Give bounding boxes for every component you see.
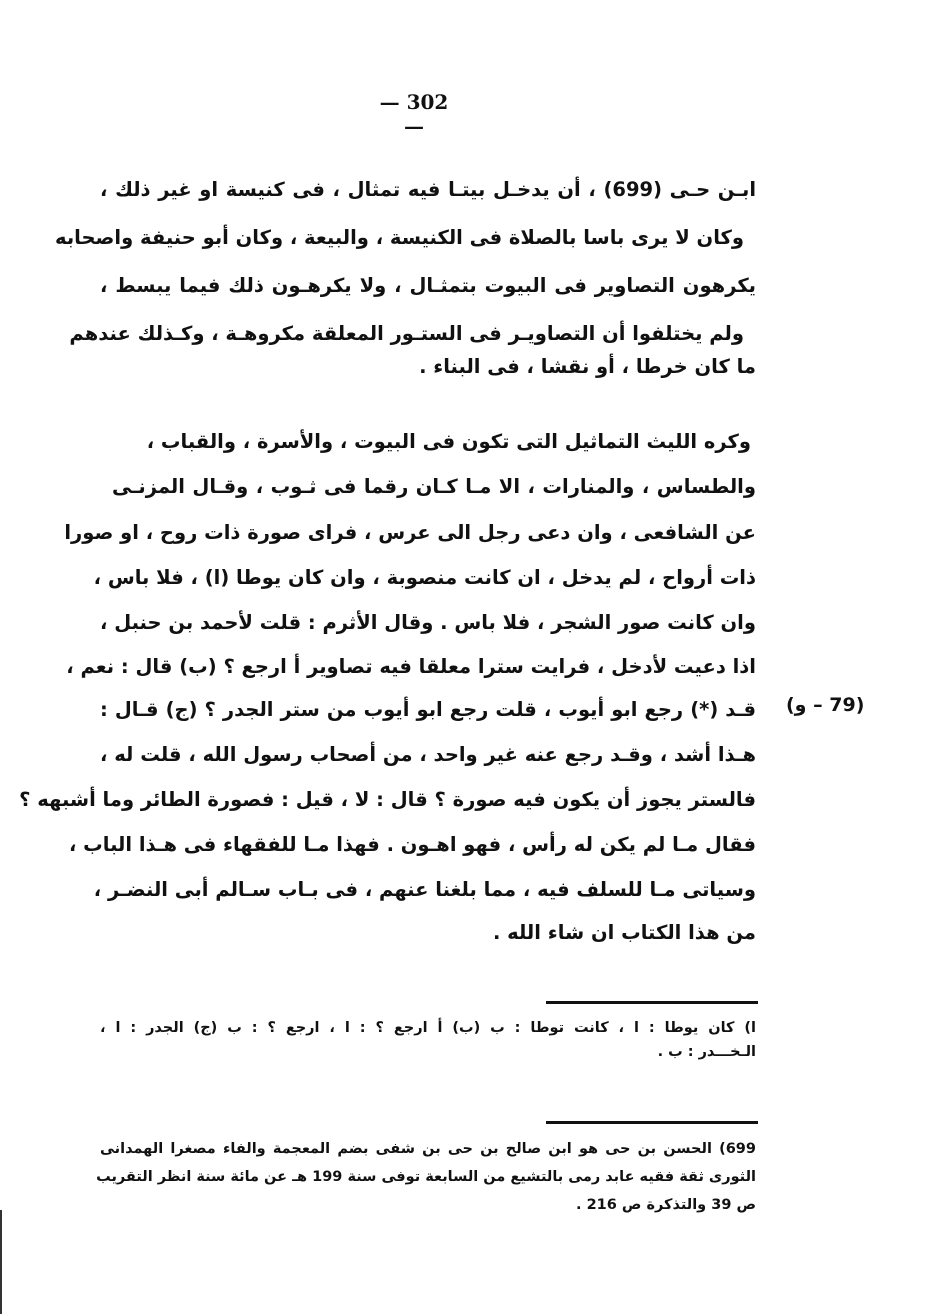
paragraph1-line-1: ابـن حـى (699) ، أن يدخـل بيتـا فيه تمثال ، فى كنيسة او غير ذلك ،: [100, 178, 757, 201]
paragraph2-line-6: اذا دعيت لأدخل ، فرايت سترا معلقا فيه تصاوير أ ارجع ؟ (ب) قال : نعم ،: [66, 655, 756, 678]
paragraph1-line-3: يكرهون التصاوير فى البيوت بتمثـال ، ولا يكرهـون ذلك فيما يبسط ،: [100, 274, 756, 297]
paragraph1-line-2: وكان لا يرى باسا بالصلاة فى الكنيسة ، والبيعة ، وكان أبو حنيفة واصحابه: [55, 226, 744, 249]
biography-footnote-line-3: ص 39 والتذكرة ص 216 .: [576, 1197, 756, 1213]
paragraph1-line-4: ولم يختلفوا أن التصاويـر فى الستـور المعلقة مكروهـة ، وكـذلك عندهم: [69, 322, 744, 345]
paragraph2-line-1: وكره الليث التماثيل التى تكون فى البيوت ، والأسرة ، والقباب ،: [146, 430, 751, 453]
page-number: — 302 —: [379, 90, 449, 138]
footnote-rule-1: [546, 1001, 758, 1004]
paragraph2-line-5: وان كانت صور الشجر ، فلا باس . وقال الأثرم : قلت لأحمد بن حنبل ،: [100, 611, 756, 634]
paragraph2-line-11: وسياتى مـا للسلف فيه ، مما بلغنا عنهم ، فى بـاب سـالم أبى النضـر ،: [93, 878, 756, 901]
paragraph2-line-9: فالستر يجوز أن يكون فيه صورة ؟ قال : لا ، قيل : فصورة الطائر وما أشبهه ؟: [19, 788, 756, 811]
paragraph2-line-10: فقال مـا لم يكن له رأس ، فهو اهـون . فهذا مـا للفقهاء فى هـذا الباب ،: [68, 833, 756, 856]
footnote-rule-2: [546, 1121, 758, 1124]
paragraph1-line-5: ما كان خرطا ، أو نقشا ، فى البناء .: [419, 355, 756, 378]
margin-folio-note: (79 – و): [786, 694, 865, 716]
variant-footnote-line-2: الـخـــدر : ب .: [657, 1044, 756, 1060]
paragraph2-line-8: هـذا أشد ، وقـد رجع عنه غير واحد ، من أصحاب رسول الله ، قلت له ،: [100, 743, 756, 766]
paragraph2-line-12: من هذا الكتاب ان شاء الله .: [492, 921, 756, 944]
biography-footnote-line-2: الثورى ثقة فقيه عابد رمى بالتشيع من السابعة توفى سنة 199 هـ عن مائة سنة انظر التقريب: [96, 1169, 756, 1185]
scan-edge-mark: [0, 1210, 2, 1314]
paragraph2-line-7: قـد (*) رجع ابو أيوب ، قلت رجع ابو أيوب من ستر الجدر ؟ (ج) قـال :: [100, 698, 756, 721]
paragraph2-line-4: ذات أرواح ، لم يدخل ، ان كانت منصوبة ، وان كان يوطا (ا) ، فلا باس ،: [93, 566, 756, 589]
paragraph2-line-2: والطساس ، والمنارات ، الا مـا كـان رقما فى ثـوب ، وقـال المزنـى: [112, 475, 756, 498]
paragraph2-line-3: عن الشافعى ، وان دعى رجل الى عرس ، فراى صورة ذات روح ، او صورا: [64, 521, 756, 544]
variant-footnote-line-1: ا) كان يوطا : ا ، كانت توطا : ب (ب) أ ارجع ؟ : ا ، ارجع ؟ : ب (ج) الجدر : ا ،: [100, 1020, 756, 1036]
biography-footnote-line-1: 699) الحسن بن حى هو ابن صالح بن حى بن شفى بضم المعجمة والفاء مصغرا الهمدانى: [100, 1141, 756, 1157]
